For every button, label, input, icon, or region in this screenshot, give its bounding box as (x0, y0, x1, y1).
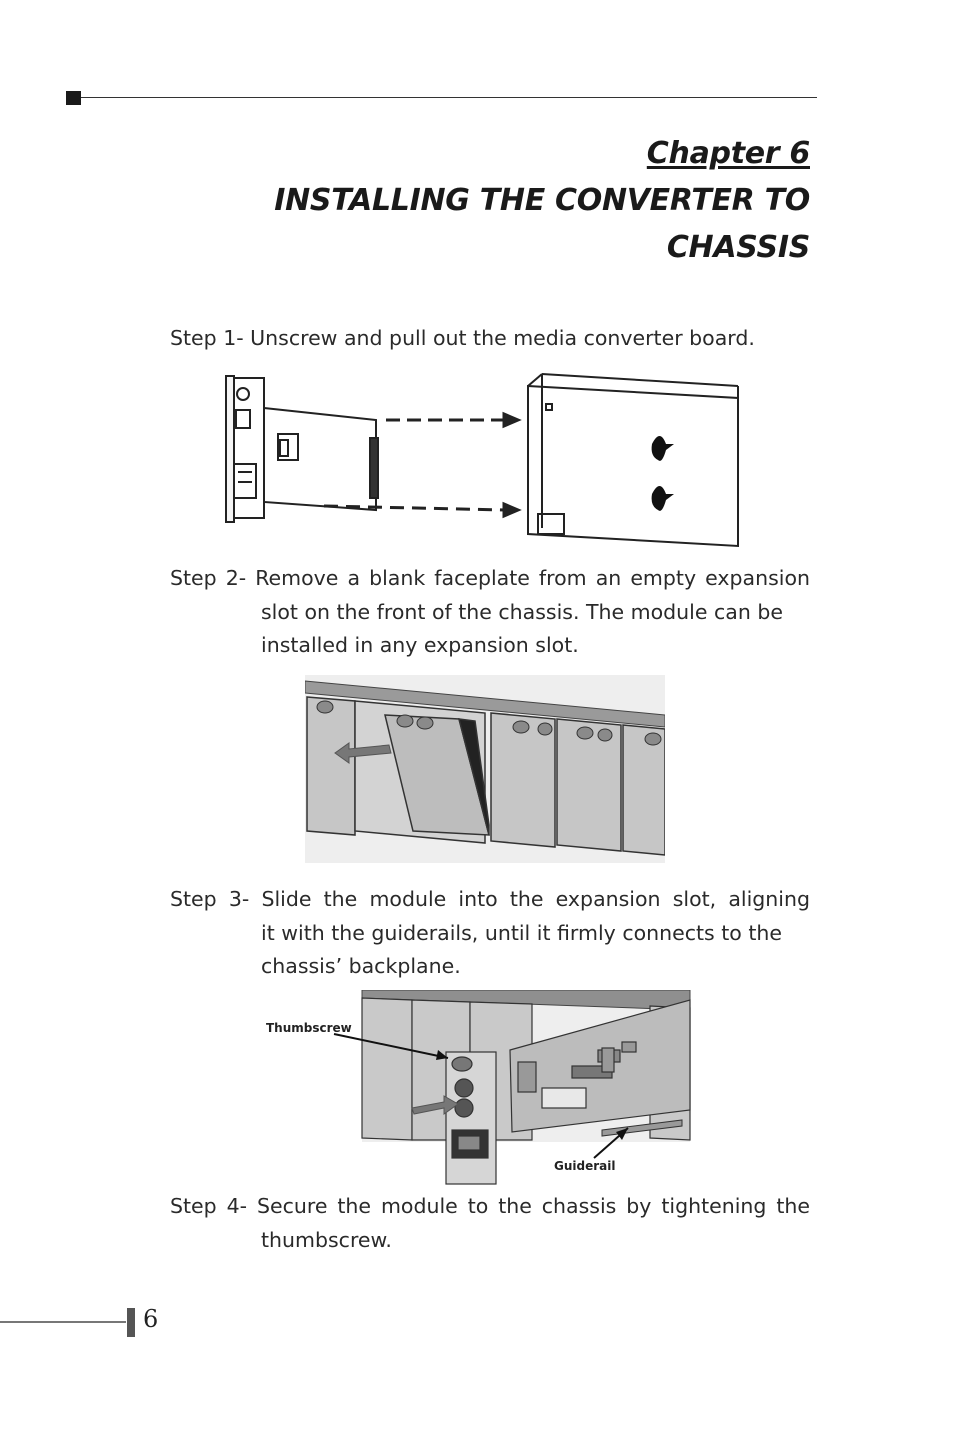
step-3 (170, 883, 810, 984)
step-4-text: Step 4- Secure the module to the chassis by tightening the (170, 1194, 810, 1218)
step-1 (170, 322, 810, 356)
converter-module-faceplate (446, 1052, 496, 1184)
label-guiderail: Guiderail (554, 1159, 616, 1173)
footer-rule (0, 1321, 126, 1323)
figure-slide-module (262, 990, 692, 1186)
step-2 (170, 562, 810, 663)
step-1-text: Step 1- Unscrew and pull out the media converter board. (170, 326, 755, 350)
page-number: 6 (143, 1305, 159, 1333)
footer-bar-marker (127, 1308, 135, 1337)
chassis-box (528, 374, 738, 546)
figure-remove-faceplate (305, 675, 665, 863)
converter-board (264, 408, 378, 510)
chapter-label: Chapter 6 (646, 136, 810, 171)
step-3-text-cont2: chassis’ backplane. (261, 954, 461, 978)
chassis-slot-markers (652, 436, 674, 511)
label-thumbscrew: Thumbscrew (266, 1021, 352, 1035)
header-square-marker (66, 91, 81, 105)
step-3-text-cont1: it with the guiderails, until it firmly connects to the (261, 920, 782, 945)
step-4 (170, 1190, 810, 1257)
figure-converter-board-removal (216, 368, 746, 550)
step-4-text-cont1: thumbscrew. (261, 1227, 392, 1252)
chapter-title-line1: INSTALLING THE CONVERTER TO (274, 183, 810, 218)
converter-faceplate (226, 376, 264, 522)
step-2-text-cont1: slot on the front of the chassis. The module can be (261, 599, 783, 624)
header-rule (81, 97, 817, 98)
step-2-text-cont2: installed in any expansion slot. (261, 633, 579, 657)
step-2-text: Step 2- Remove a blank faceplate from an empty expansion (170, 566, 810, 590)
chapter-title-line2: CHASSIS (666, 230, 810, 265)
step-3-text: Step 3- Slide the module into the expansion slot, aligning (170, 887, 810, 911)
insertion-arrows (324, 414, 518, 516)
